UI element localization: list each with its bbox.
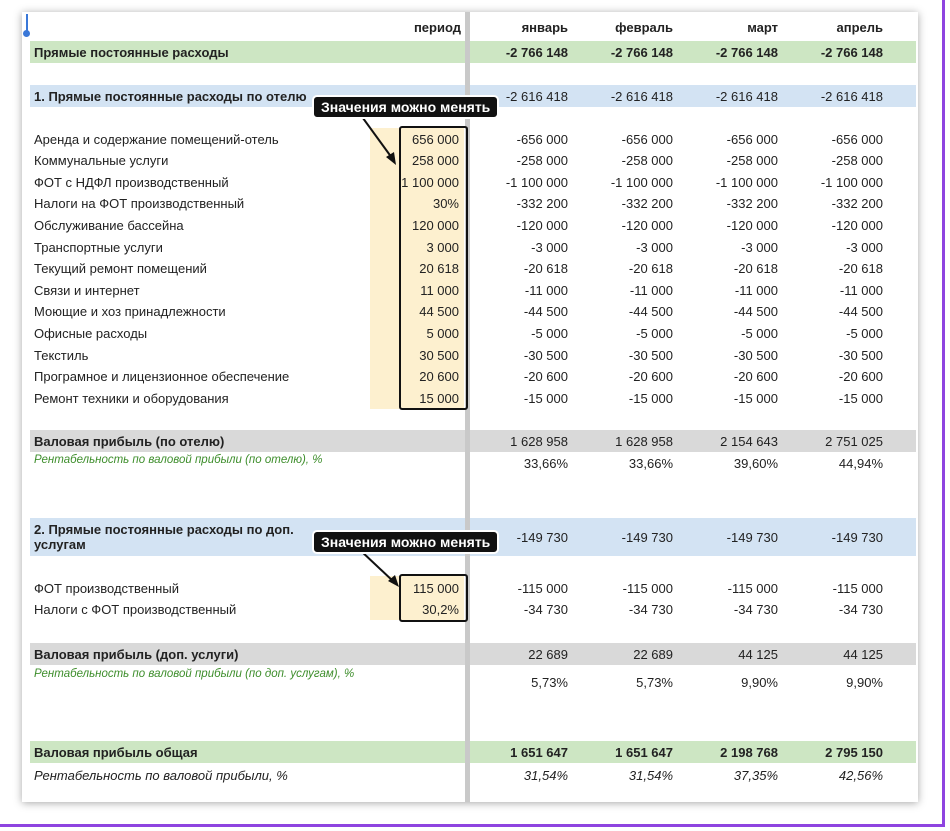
callout-arrow xyxy=(0,0,1,1)
value-cell[interactable]: -332 200 xyxy=(516,196,568,212)
value-cell[interactable]: 22 689 xyxy=(528,646,568,662)
value-cell[interactable]: -115 000 xyxy=(622,580,673,596)
value-cell[interactable]: 44 125 xyxy=(738,646,778,662)
value-cell[interactable]: -1 100 000 xyxy=(715,174,778,190)
value-cell[interactable]: -3 000 xyxy=(741,239,778,255)
editable-input-cell[interactable]: 5 000 xyxy=(426,325,459,341)
value-cell[interactable]: 31,54% xyxy=(523,767,568,783)
value-cell[interactable]: -115 000 xyxy=(517,580,568,596)
cost-item-label: Налоги на ФОТ производственный xyxy=(34,196,245,212)
value-cell[interactable]: 2 154 643 xyxy=(720,433,778,449)
value-cell[interactable]: -2 616 418 xyxy=(610,88,673,104)
cost-item-row[interactable] xyxy=(30,600,916,620)
value-cell[interactable]: -44 500 xyxy=(628,304,673,320)
row-label: Рентабельность по валовой прибыли (по отелю), % xyxy=(34,454,323,466)
value-cell[interactable]: -15 000 xyxy=(733,390,778,406)
editable-input-cell[interactable]: 15 000 xyxy=(419,390,459,406)
gross-profit-hotel-row[interactable] xyxy=(30,430,916,452)
cost-item-row[interactable] xyxy=(30,388,916,408)
editable-values-highlight xyxy=(399,574,468,622)
period-header: период xyxy=(413,19,461,35)
value-cell[interactable]: -30 500 xyxy=(628,347,673,363)
cost-item-label: Связи и интернет xyxy=(34,282,140,298)
value-cell[interactable]: -15 000 xyxy=(523,390,568,406)
row-label: Валовая прибыль (доп. услуги) xyxy=(34,646,239,662)
value-cell[interactable]: -5 000 xyxy=(636,325,673,341)
value-cell[interactable]: -20 600 xyxy=(523,369,568,385)
value-cell[interactable]: 1 651 647 xyxy=(510,744,568,760)
editable-input-cell[interactable]: 115 000 xyxy=(412,580,459,596)
value-cell[interactable]: -20 618 xyxy=(628,261,673,277)
value-cell[interactable]: -656 000 xyxy=(831,131,883,147)
value-cell[interactable]: -656 000 xyxy=(621,131,673,147)
value-cell[interactable]: 1 628 958 xyxy=(510,433,568,449)
cost-item-row[interactable] xyxy=(30,259,916,279)
value-cell[interactable]: 2 751 025 xyxy=(825,433,883,449)
value-cell[interactable]: 44,94% xyxy=(838,455,883,471)
value-cell[interactable]: -2 616 418 xyxy=(820,88,883,104)
value-cell[interactable]: -1 100 000 xyxy=(610,174,673,190)
cost-item-label: Обслуживание бассейна xyxy=(34,217,184,233)
value-cell[interactable]: -20 618 xyxy=(733,261,778,277)
value-cell[interactable]: -30 500 xyxy=(523,347,568,363)
value-cell[interactable]: -149 730 xyxy=(621,529,673,545)
editable-input-cell[interactable]: 120 000 xyxy=(412,217,459,233)
value-cell[interactable]: -15 000 xyxy=(628,390,673,406)
direct-costs-total-row[interactable] xyxy=(30,41,916,63)
editable-input-cell[interactable]: 11 000 xyxy=(420,282,459,298)
cost-item-row[interactable] xyxy=(30,237,916,257)
value-cell[interactable]: 39,60% xyxy=(733,455,778,471)
value-cell[interactable]: -258 000 xyxy=(621,153,673,169)
value-cell[interactable]: -120 000 xyxy=(516,217,568,233)
editable-input-cell[interactable]: 30 500 xyxy=(419,347,459,363)
editable-input-cell[interactable]: 1 100 000 xyxy=(401,174,459,190)
value-cell[interactable]: -3 000 xyxy=(636,239,673,255)
value-cell[interactable]: 9,90% xyxy=(741,674,778,690)
header-row xyxy=(30,16,916,38)
editable-values-highlight xyxy=(399,126,468,410)
month-header: февраль xyxy=(615,19,673,35)
value-cell[interactable]: -34 730 xyxy=(733,602,778,618)
value-cell[interactable]: -258 000 xyxy=(516,153,568,169)
value-cell[interactable]: -2 616 418 xyxy=(505,88,568,104)
editable-input-cell[interactable]: 20 600 xyxy=(419,369,459,385)
cost-item-row[interactable] xyxy=(30,215,916,235)
value-cell[interactable]: -332 200 xyxy=(831,196,883,212)
value-cell[interactable]: -656 000 xyxy=(516,131,568,147)
cost-item-label: Офисные расходы xyxy=(34,325,148,341)
value-cell[interactable]: -656 000 xyxy=(726,131,778,147)
value-cell[interactable]: -20 618 xyxy=(838,261,883,277)
value-cell[interactable]: 44 125 xyxy=(843,646,883,662)
cost-item-label: Моющие и хоз принадлежности xyxy=(34,304,226,320)
cost-item-row[interactable] xyxy=(30,151,916,171)
value-cell[interactable]: 37,35% xyxy=(733,767,778,783)
editable-values-callout: Значения можно менять xyxy=(312,95,499,119)
value-cell[interactable]: -2 616 418 xyxy=(715,88,778,104)
editable-input-cell[interactable]: 30% xyxy=(432,196,459,212)
value-cell[interactable]: -11 000 xyxy=(524,282,568,298)
editable-input-cell[interactable]: 20 618 xyxy=(419,261,459,277)
value-cell[interactable]: 2 198 768 xyxy=(720,744,778,760)
gross-profit-extra-row[interactable] xyxy=(30,643,916,665)
value-cell[interactable]: -11 000 xyxy=(839,282,883,298)
value-cell[interactable]: -2 766 148 xyxy=(610,44,673,60)
value-cell[interactable]: -15 000 xyxy=(838,390,883,406)
section-label: 2. Прямые постоянные расходы по доп. услугам xyxy=(34,522,294,552)
value-cell[interactable]: -1 100 000 xyxy=(820,174,883,190)
value-cell[interactable]: -5 000 xyxy=(846,325,883,341)
section-label: 1. Прямые постоянные расходы по отелю xyxy=(34,88,307,104)
cost-item-label: Ремонт техники и оборудования xyxy=(34,390,229,406)
row-label: Валовая прибыль (по отелю) xyxy=(34,433,225,449)
row-label: Прямые постоянные расходы xyxy=(34,44,229,60)
value-cell[interactable]: -1 100 000 xyxy=(505,174,568,190)
cost-item-row[interactable] xyxy=(30,302,916,322)
editable-input-cell[interactable]: 258 000 xyxy=(412,153,459,169)
cost-item-row[interactable] xyxy=(30,129,916,149)
cost-item-row[interactable] xyxy=(30,367,916,387)
value-cell[interactable]: 31,54% xyxy=(628,767,673,783)
value-cell[interactable]: -332 200 xyxy=(726,196,778,212)
cost-item-row[interactable] xyxy=(30,280,916,300)
value-cell[interactable]: -44 500 xyxy=(733,304,778,320)
value-cell[interactable]: -34 730 xyxy=(523,602,568,618)
month-header: март xyxy=(747,19,778,35)
cost-item-row[interactable] xyxy=(30,578,916,598)
value-cell[interactable]: -11 000 xyxy=(629,282,673,298)
cost-item-label: Аренда и содержание помещений-отель xyxy=(34,131,279,147)
value-cell[interactable]: 9,90% xyxy=(846,674,883,690)
value-cell[interactable]: -258 000 xyxy=(726,153,778,169)
row-label: Валовая прибыль общая xyxy=(34,744,198,760)
value-cell[interactable]: -120 000 xyxy=(726,217,778,233)
value-cell[interactable]: -11 000 xyxy=(734,282,778,298)
value-cell[interactable]: -120 000 xyxy=(621,217,673,233)
value-cell[interactable]: 5,73% xyxy=(636,674,673,690)
value-cell[interactable]: -332 200 xyxy=(621,196,673,212)
value-cell[interactable]: -149 730 xyxy=(831,529,883,545)
value-cell[interactable]: -5 000 xyxy=(531,325,568,341)
editable-input-cell[interactable]: 3 000 xyxy=(426,239,459,255)
value-cell[interactable]: 42,56% xyxy=(838,767,883,783)
value-cell[interactable]: -20 600 xyxy=(838,369,883,385)
value-cell[interactable]: -115 000 xyxy=(832,580,883,596)
value-cell[interactable]: -149 730 xyxy=(726,529,778,545)
value-cell[interactable]: -30 500 xyxy=(733,347,778,363)
editable-input-cell[interactable]: 30,2% xyxy=(422,602,459,618)
selection-handle[interactable] xyxy=(23,30,30,37)
cost-item-label: Коммунальные услуги xyxy=(34,153,169,169)
value-cell[interactable]: 33,66% xyxy=(628,455,673,471)
month-header: апрель xyxy=(836,19,883,35)
cost-item-label: ФОТ с НДФЛ производственный xyxy=(34,174,229,190)
cost-item-label: Програмное и лицензионное обеспечение xyxy=(34,369,290,385)
editable-input-cell[interactable]: 656 000 xyxy=(412,131,459,147)
value-cell[interactable]: 22 689 xyxy=(633,646,673,662)
cost-item-row[interactable] xyxy=(30,194,916,214)
value-cell[interactable]: -149 730 xyxy=(516,529,568,545)
cost-item-label: Транспортные услуги xyxy=(34,239,163,255)
value-cell[interactable]: 1 651 647 xyxy=(615,744,673,760)
row-label: Рентабельность по валовой прибыли, % xyxy=(34,767,288,783)
value-cell[interactable]: -20 618 xyxy=(523,261,568,277)
cost-item-row[interactable] xyxy=(30,345,916,365)
value-cell[interactable]: -2 766 148 xyxy=(715,44,778,60)
value-cell[interactable]: -5 000 xyxy=(741,325,778,341)
value-cell[interactable]: 33,66% xyxy=(523,455,568,471)
gross-profit-total-row[interactable] xyxy=(30,741,916,763)
value-cell[interactable]: 1 628 958 xyxy=(615,433,673,449)
cost-item-row[interactable] xyxy=(30,172,916,192)
cost-item-label: Текущий ремонт помещений xyxy=(34,261,207,277)
value-cell[interactable]: -2 766 148 xyxy=(820,44,883,60)
cost-item-label: ФОТ производственный xyxy=(34,580,179,596)
value-cell[interactable]: -20 600 xyxy=(628,369,673,385)
value-cell[interactable]: 2 795 150 xyxy=(825,744,883,760)
editable-values-callout: Значения можно менять xyxy=(312,530,499,554)
value-cell[interactable]: -2 766 148 xyxy=(505,44,568,60)
value-cell[interactable]: -44 500 xyxy=(838,304,883,320)
margin-hotel-row[interactable] xyxy=(30,454,916,472)
value-cell[interactable]: -44 500 xyxy=(523,304,568,320)
margin-extra-row[interactable] xyxy=(30,667,916,697)
value-cell[interactable]: -3 000 xyxy=(846,239,883,255)
value-cell[interactable]: -34 730 xyxy=(628,602,673,618)
row-label: Рентабельность по валовой прибыли (по доп. услугам), % xyxy=(34,668,355,680)
value-cell[interactable]: -120 000 xyxy=(831,217,883,233)
editable-input-cell[interactable]: 44 500 xyxy=(419,304,459,320)
value-cell[interactable]: -115 000 xyxy=(727,580,778,596)
value-cell[interactable]: -30 500 xyxy=(838,347,883,363)
value-cell[interactable]: 5,73% xyxy=(531,674,568,690)
cost-item-row[interactable] xyxy=(30,323,916,343)
value-cell[interactable]: -20 600 xyxy=(733,369,778,385)
value-cell[interactable]: -3 000 xyxy=(531,239,568,255)
value-cell[interactable]: -34 730 xyxy=(838,602,883,618)
value-cell[interactable]: -258 000 xyxy=(831,153,883,169)
margin-total-row[interactable] xyxy=(30,765,916,785)
cost-item-label: Текстиль xyxy=(34,347,89,363)
month-header: январь xyxy=(521,19,568,35)
cost-item-label: Налоги с ФОТ производственный xyxy=(34,602,237,618)
